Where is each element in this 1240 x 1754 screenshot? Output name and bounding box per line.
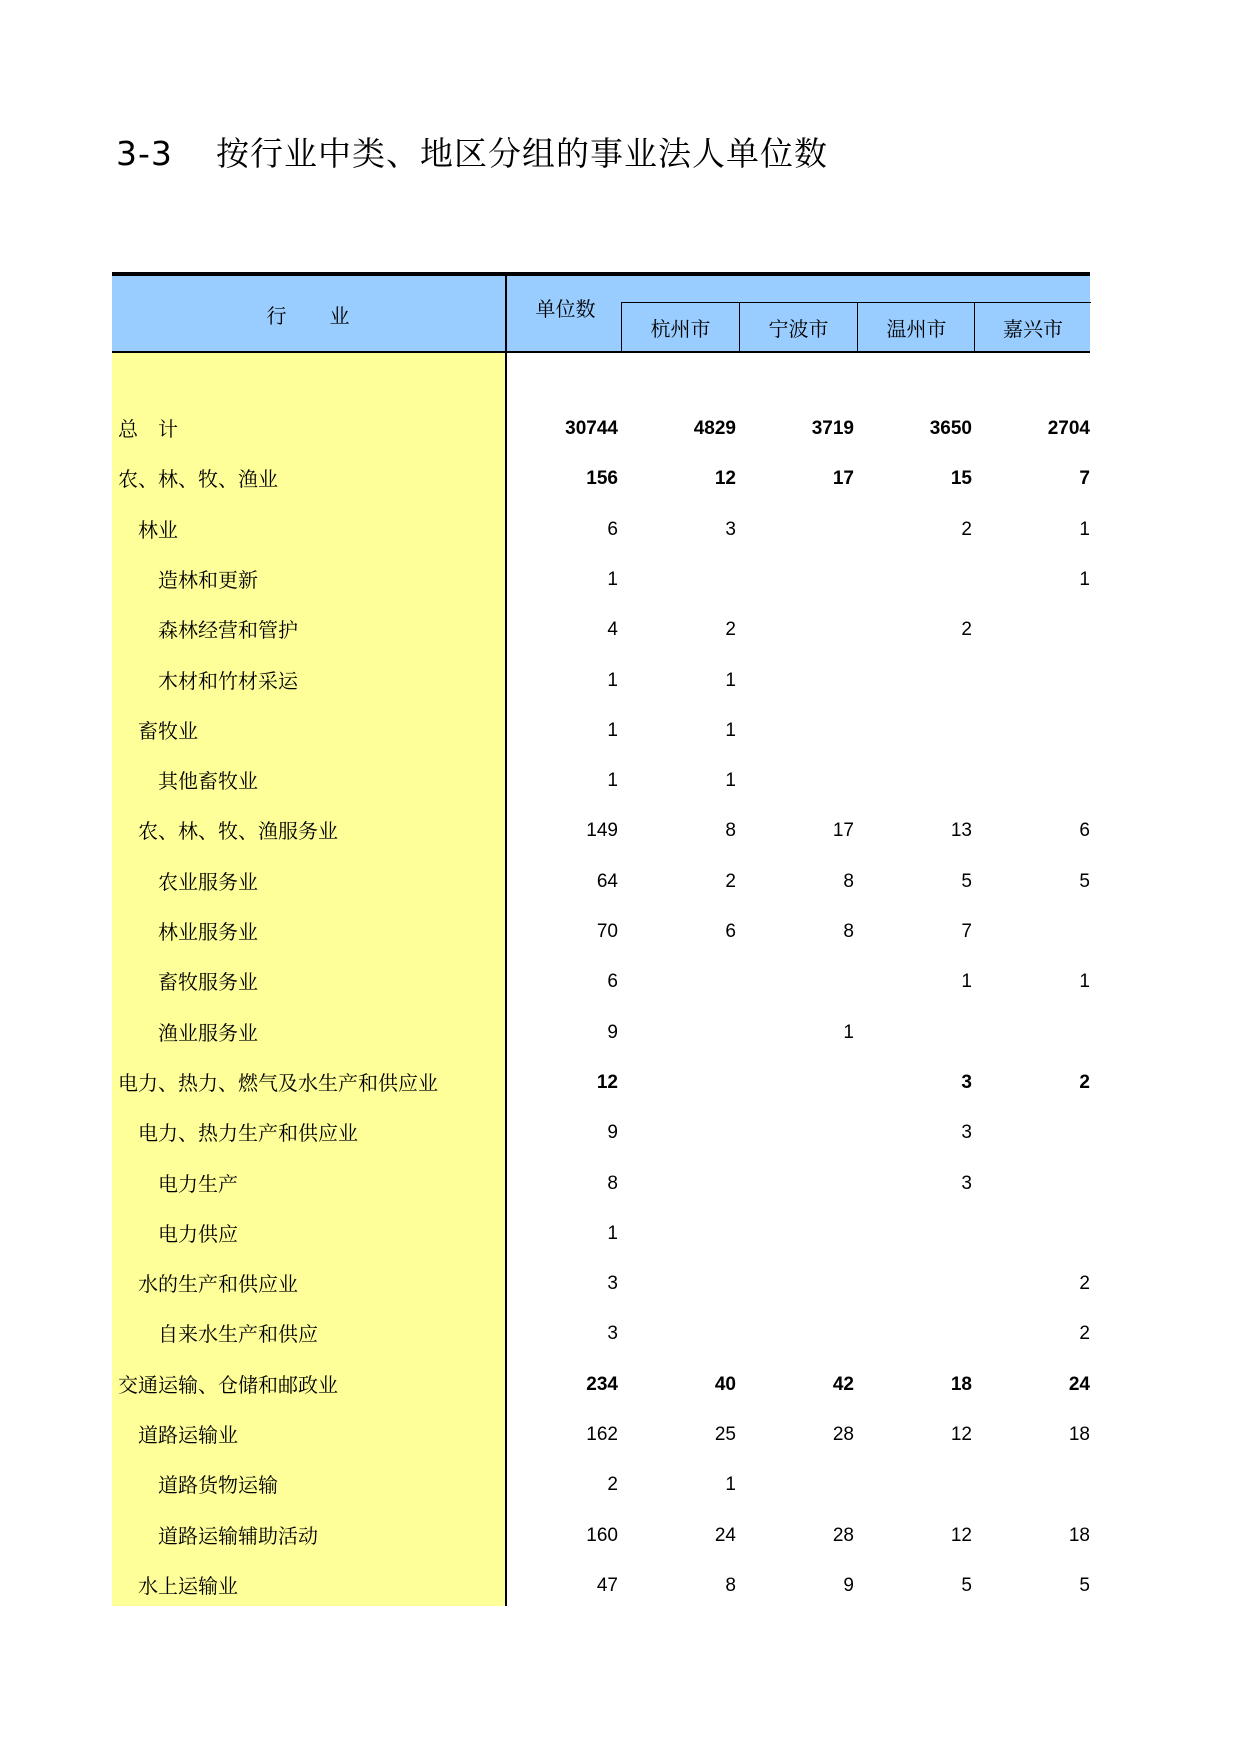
cell-city-value — [980, 1209, 1090, 1259]
table-row — [112, 1410, 1090, 1460]
table-row — [112, 706, 1090, 756]
cell-total-units: 6 — [607, 971, 618, 993]
row-label: 道路运输业 — [138, 1423, 238, 1447]
row-label: 林业服务业 — [158, 920, 258, 944]
table-row — [112, 957, 1090, 1007]
cell-city-value: 9 — [843, 1574, 854, 1596]
cell-city-value: 24 — [714, 1524, 736, 1546]
cell-city-value — [980, 756, 1090, 806]
cell-city-value: 1 — [725, 719, 736, 741]
cell-city-value — [744, 1259, 854, 1309]
row-label: 畜牧服务业 — [158, 970, 258, 995]
table-row — [112, 1259, 1090, 1309]
cell-city-value: 12 — [950, 1524, 972, 1546]
cell-city-value — [626, 1008, 736, 1058]
cell-city-value — [626, 1309, 736, 1359]
cell-city-value — [744, 1209, 854, 1259]
cell-city-value: 18 — [950, 1373, 972, 1395]
cell-city-value: 12 — [714, 468, 736, 490]
row-label: 水的生产和供应业 — [138, 1272, 298, 1297]
cell-city-value — [980, 1460, 1090, 1510]
cell-city-value: 15 — [950, 468, 972, 490]
table-row — [112, 1008, 1090, 1058]
cell-city-value — [862, 1309, 972, 1359]
cell-city-value: 2 — [725, 870, 736, 892]
header-city: 宁波市 — [739, 302, 857, 351]
table-row — [112, 1360, 1090, 1410]
cell-total-units: 1 — [607, 719, 618, 741]
cell-city-value — [980, 907, 1090, 957]
cell-city-value — [980, 1108, 1090, 1158]
header-city: 杭州市 — [621, 302, 739, 351]
cell-total-units: 47 — [596, 1574, 618, 1596]
table-row — [112, 1309, 1090, 1359]
cell-city-value — [862, 1460, 972, 1510]
table-row — [112, 1058, 1090, 1108]
cell-city-value: 5 — [961, 1574, 972, 1596]
cell-city-value — [626, 1159, 736, 1209]
cell-total-units: 149 — [586, 820, 618, 842]
header-city: 温州市 — [857, 302, 975, 351]
cell-city-value: 4829 — [693, 418, 736, 439]
header-units: 单位数 — [535, 296, 596, 321]
cell-city-value: 28 — [832, 1424, 854, 1445]
cell-city-value — [744, 1460, 854, 1510]
cell-total-units: 9 — [607, 1122, 618, 1144]
table-number: 3-3 — [116, 134, 173, 173]
cell-total-units: 64 — [596, 870, 618, 892]
cell-city-value: 13 — [950, 820, 972, 842]
table-row — [112, 1159, 1090, 1209]
cell-city-value: 6 — [1079, 820, 1090, 842]
cell-city-value: 12 — [950, 1424, 972, 1445]
table-row — [112, 1460, 1090, 1510]
table-row — [112, 454, 1090, 504]
cell-city-value: 18 — [1068, 1524, 1090, 1546]
cell-city-value — [862, 1008, 972, 1058]
cell-city-value — [862, 1209, 972, 1259]
cell-total-units: 1 — [607, 1222, 618, 1244]
cell-city-value: 2 — [1079, 1071, 1090, 1093]
cell-city-value — [980, 1159, 1090, 1209]
cell-city-value: 17 — [832, 820, 854, 842]
cell-total-units: 162 — [586, 1424, 618, 1445]
row-label: 渔业服务业 — [158, 1020, 258, 1045]
cell-city-value — [862, 656, 972, 706]
cell-city-value: 3650 — [929, 418, 972, 439]
row-label: 林业 — [138, 517, 178, 542]
cell-city-value: 8 — [843, 870, 854, 892]
cell-total-units: 3 — [607, 1273, 618, 1295]
cell-total-units: 8 — [607, 1172, 618, 1194]
cell-total-units: 156 — [586, 468, 618, 490]
row-label: 木材和竹材采运 — [158, 668, 298, 693]
row-label: 其他畜牧业 — [158, 769, 258, 794]
table-row — [112, 1108, 1090, 1158]
row-label: 电力生产 — [158, 1171, 238, 1196]
cell-city-value: 1 — [1079, 518, 1090, 540]
row-label: 农、林、牧、渔服务业 — [138, 819, 338, 844]
cell-city-value: 5 — [961, 870, 972, 892]
row-label: 电力、热力、燃气及水生产和供应业 — [118, 1070, 438, 1095]
cell-city-value: 1 — [961, 971, 972, 993]
cell-total-units: 3 — [607, 1323, 618, 1345]
cell-city-value — [626, 1259, 736, 1309]
row-label: 农业服务业 — [158, 869, 258, 894]
table-row — [112, 806, 1090, 856]
row-label: 总 计 — [118, 417, 178, 441]
cell-city-value: 3 — [961, 1122, 972, 1144]
cell-city-value: 2 — [1079, 1273, 1090, 1295]
cell-city-value: 17 — [832, 468, 854, 490]
table-row — [112, 605, 1090, 655]
cell-total-units: 234 — [586, 1373, 618, 1395]
cell-city-value — [744, 1309, 854, 1359]
cell-city-value — [744, 756, 854, 806]
cell-city-value: 24 — [1068, 1373, 1090, 1395]
header-industry: 行 业 — [266, 303, 351, 328]
row-label: 水上运输业 — [138, 1573, 238, 1598]
cell-city-value — [980, 605, 1090, 655]
row-label: 自来水生产和供应 — [158, 1322, 318, 1347]
cell-city-value: 7 — [1079, 468, 1090, 490]
cell-city-value: 8 — [725, 1574, 736, 1596]
cell-city-value: 1 — [843, 1021, 854, 1043]
table-row — [112, 505, 1090, 555]
cell-total-units: 2 — [607, 1474, 618, 1496]
table-row — [112, 857, 1090, 907]
table-row — [112, 656, 1090, 706]
cell-city-value — [626, 1058, 736, 1108]
cell-city-value: 3 — [961, 1071, 972, 1093]
table-row — [112, 1511, 1090, 1561]
cell-city-value: 6 — [725, 921, 736, 942]
cell-total-units: 1 — [607, 568, 618, 590]
header-city: 嘉兴市 — [974, 302, 1091, 351]
cell-city-value: 3719 — [811, 418, 854, 439]
cell-city-value — [862, 555, 972, 605]
cell-city-value: 1 — [1079, 971, 1090, 993]
cell-total-units: 12 — [596, 1071, 618, 1093]
cell-total-units: 4 — [607, 619, 618, 641]
cell-total-units: 9 — [607, 1021, 618, 1043]
cell-city-value: 2 — [725, 619, 736, 641]
cell-total-units: 1 — [607, 669, 618, 691]
cell-city-value — [744, 1058, 854, 1108]
cell-city-value — [862, 756, 972, 806]
cell-city-value — [744, 706, 854, 756]
row-label: 电力、热力生产和供应业 — [138, 1121, 358, 1146]
cell-city-value: 3 — [725, 518, 736, 540]
cell-total-units: 160 — [586, 1524, 618, 1546]
cell-city-value: 2 — [1079, 1323, 1090, 1345]
row-label: 森林经营和管护 — [158, 618, 298, 643]
cell-city-value — [626, 957, 736, 1007]
cell-city-value: 1 — [1079, 568, 1090, 590]
table-title: 按行业中类、地区分组的事业法人单位数 — [216, 134, 828, 173]
cell-city-value — [980, 656, 1090, 706]
row-label: 道路货物运输 — [158, 1473, 278, 1498]
cell-city-value: 8 — [843, 921, 854, 942]
row-label: 造林和更新 — [158, 567, 258, 592]
cell-total-units: 6 — [607, 518, 618, 540]
cell-city-value — [626, 1108, 736, 1158]
cell-city-value — [744, 555, 854, 605]
cell-city-value — [744, 957, 854, 1007]
cell-total-units: 30744 — [565, 418, 618, 439]
cell-city-value — [980, 706, 1090, 756]
page-title — [116, 128, 828, 175]
row-label: 交通运输、仓储和邮政业 — [118, 1372, 338, 1397]
cell-city-value: 3 — [961, 1172, 972, 1194]
cell-city-value — [626, 1209, 736, 1259]
cell-city-value: 2704 — [1047, 418, 1090, 439]
cell-city-value: 8 — [725, 820, 736, 842]
cell-city-value: 18 — [1068, 1424, 1090, 1445]
cell-city-value — [626, 555, 736, 605]
cell-city-value: 25 — [714, 1424, 736, 1445]
cell-city-value — [862, 1259, 972, 1309]
cell-city-value: 5 — [1079, 1574, 1090, 1596]
row-label: 畜牧业 — [138, 718, 198, 743]
row-label: 农、林、牧、渔业 — [118, 467, 278, 492]
table-row — [112, 555, 1090, 605]
cell-city-value: 42 — [832, 1373, 854, 1395]
row-label: 道路运输辅助活动 — [158, 1523, 318, 1548]
cell-city-value — [744, 1108, 854, 1158]
cell-city-value — [980, 1008, 1090, 1058]
header-bottom-border — [112, 351, 1090, 353]
cell-city-value — [744, 656, 854, 706]
cell-total-units: 70 — [596, 921, 618, 942]
table-row — [112, 1561, 1090, 1611]
cell-city-value — [744, 1159, 854, 1209]
cell-city-value: 28 — [832, 1524, 854, 1546]
cell-total-units: 1 — [607, 770, 618, 792]
cell-city-value — [862, 706, 972, 756]
table-row — [112, 404, 1090, 454]
cell-city-value: 5 — [1079, 870, 1090, 892]
cell-city-value: 1 — [725, 669, 736, 691]
cell-city-value: 2 — [961, 518, 972, 540]
cell-city-value: 1 — [725, 1474, 736, 1496]
table-row — [112, 1209, 1090, 1259]
cell-city-value: 7 — [961, 921, 972, 942]
cell-city-value — [744, 605, 854, 655]
table-row — [112, 907, 1090, 957]
cell-city-value: 40 — [714, 1373, 736, 1395]
cell-city-value: 1 — [725, 770, 736, 792]
table-row — [112, 756, 1090, 806]
cell-city-value: 2 — [961, 619, 972, 641]
row-label: 电力供应 — [158, 1221, 238, 1246]
cell-city-value — [744, 505, 854, 555]
